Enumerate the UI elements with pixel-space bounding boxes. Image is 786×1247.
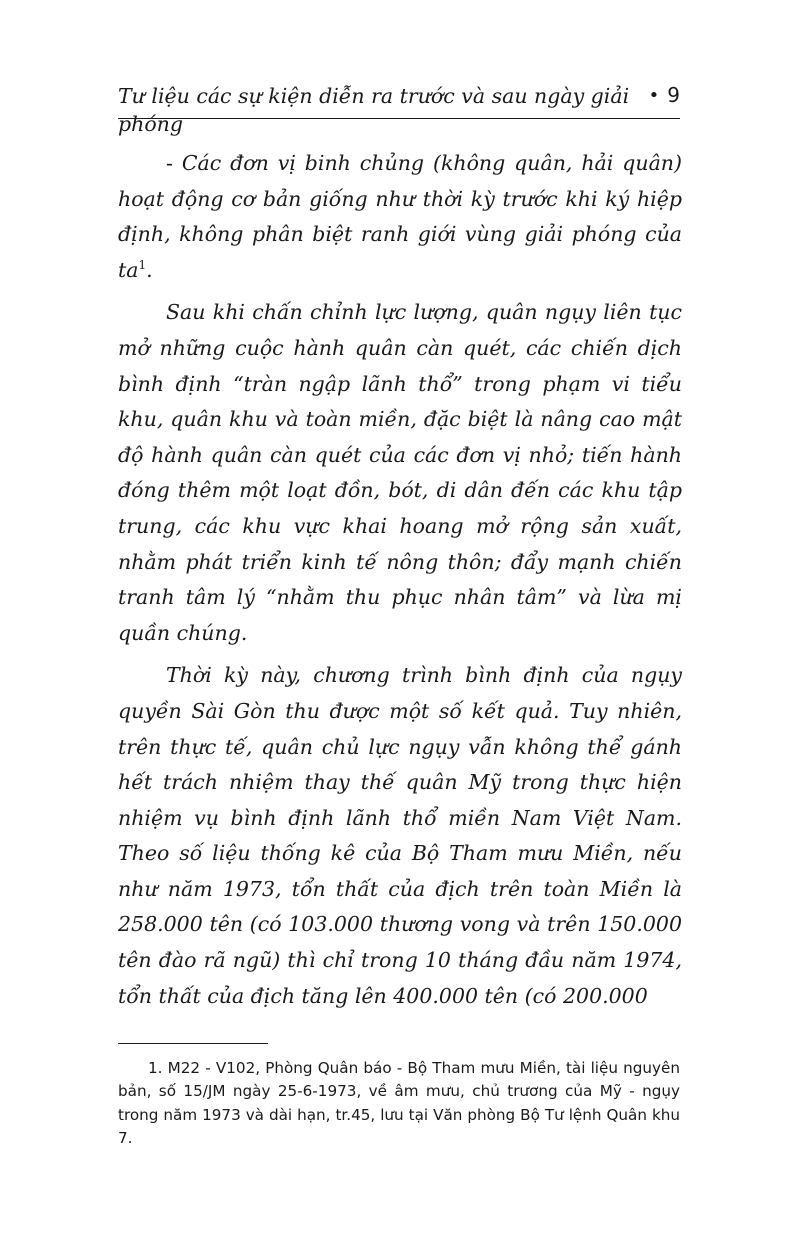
main-text <box>118 146 682 1021</box>
page-number: 9 <box>667 83 680 107</box>
header-bullet: • <box>648 85 660 106</box>
footnote-1: 1. M22 - V102, Phòng Quân báo - Bộ Tham mưu Miền, tài liệu nguyên bản, số 15/JM ngày 25-6-1973, về âm mưu, chủ trương của Mỹ - ngụy trong năm 1973 và dài hạn, tr.45, lưu tại Văn phòng Bộ Tư lệnh Quân khu 7. <box>118 1059 680 1148</box>
paragraph-3: Thời kỳ này, chương trình bình định của ngụy quyền Sài Gòn thu được một số kết quả. Tuy nhiên, trên thực tế, quân chủ lực ngụy vẫn không thể gánh hết trách nhiệm thay thế quân Mỹ trong thực hiện nhiệm vụ bình định lãnh thổ miền Nam Việt Nam. Theo số liệu thống kê của Bộ Tham mưu Miền, nếu như năm 1973, tổn thất của địch trên toàn Miền là 258.000 tên (có 103.000 thương vong và trên 150.000 tên đào rã ngũ) thì chỉ trong 10 tháng đầu năm 1974, tổn thất của địch tăng lên 400.000 tên (có 200.000 <box>118 663 682 1008</box>
paragraph-1 <box>118 146 682 288</box>
paragraph-1-text: - Các đơn vị binh chủng (không quân, hải quân) hoạt động cơ bản giống như thời kỳ trước khi ký hiệp định, không phân biệt ranh giới vùng giải phóng của ta <box>118 151 682 282</box>
running-title: Tư liệu các sự kiện diễn ra trước và sau ngày giải phóng <box>118 84 630 136</box>
running-header <box>118 82 680 136</box>
paragraph-1-end: . <box>146 257 153 282</box>
footnote-reference[interactable]: 1 <box>138 257 147 272</box>
paragraph-2: Sau khi chấn chỉnh lực lượng, quân ngụy liên tục mở những cuộc hành quân càn quét, các chiến dịch bình định “tràn ngập lãnh thổ” trong phạm vi tiểu khu, quân khu và toàn miền, đặc biệt là nâng cao mật độ hành quân càn quét của các đơn vị nhỏ; tiến hành đóng thêm một loạt đồn, bót, di dân đến các khu tập trung, các khu vực khai hoang mở rộng sản xuất, nhằm phát triển kinh tế nông thôn; đẩy mạnh chiến tranh tâm lý “nhằm thu phục nhân tâm” và lừa mị quần chúng. <box>118 300 682 645</box>
footnote-divider <box>118 1043 268 1044</box>
